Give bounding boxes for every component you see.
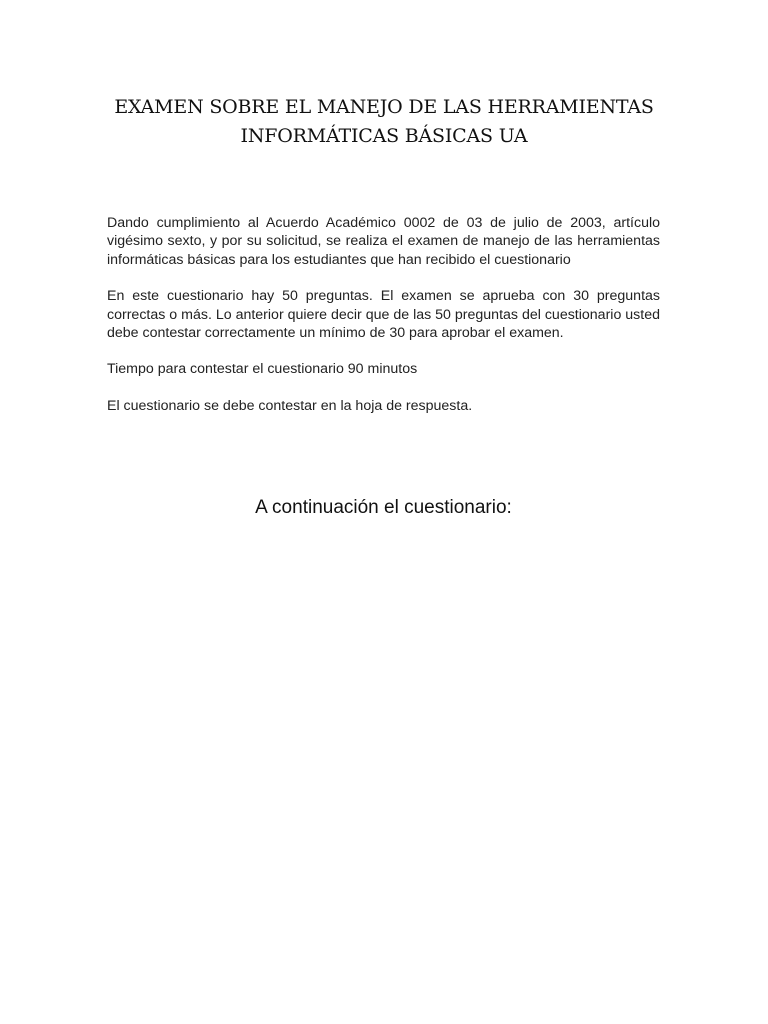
document-title-line-2: INFORMÁTICAS BÁSICAS UA (240, 125, 528, 147)
paragraph-questions: En este cuestionario hay 50 preguntas. El examen se aprueba con 30 preguntas correctas o más. Lo anterior quiere decir que de las 50 preguntas del cuestionario usted debe contestar correctamente un mínimo de 30 para aprobar el examen. (107, 288, 660, 342)
paragraph-time: Tiempo para contestar el cuestionario 90 minutos (107, 361, 418, 378)
paragraph-intro: Dando cumplimiento al Acuerdo Académico 0002 de 03 de julio de 2003, artículo vigésimo sexto, y por su solicitud, se realiza el examen de manejo de las herramientas informáticas básicas para los estudiantes que han recibido el cuestionario (107, 215, 660, 268)
document-body (107, 214, 660, 433)
paragraph-answer-sheet: El cuestionario se debe contestar en la hoja de respuesta. (107, 397, 473, 414)
document-title-line-1: EXAMEN SOBRE EL MANEJO DE LAS HERRAMIENTAS (114, 96, 654, 118)
section-subtitle: A continuación el cuestionario: (255, 497, 512, 518)
document-title (60, 93, 708, 151)
